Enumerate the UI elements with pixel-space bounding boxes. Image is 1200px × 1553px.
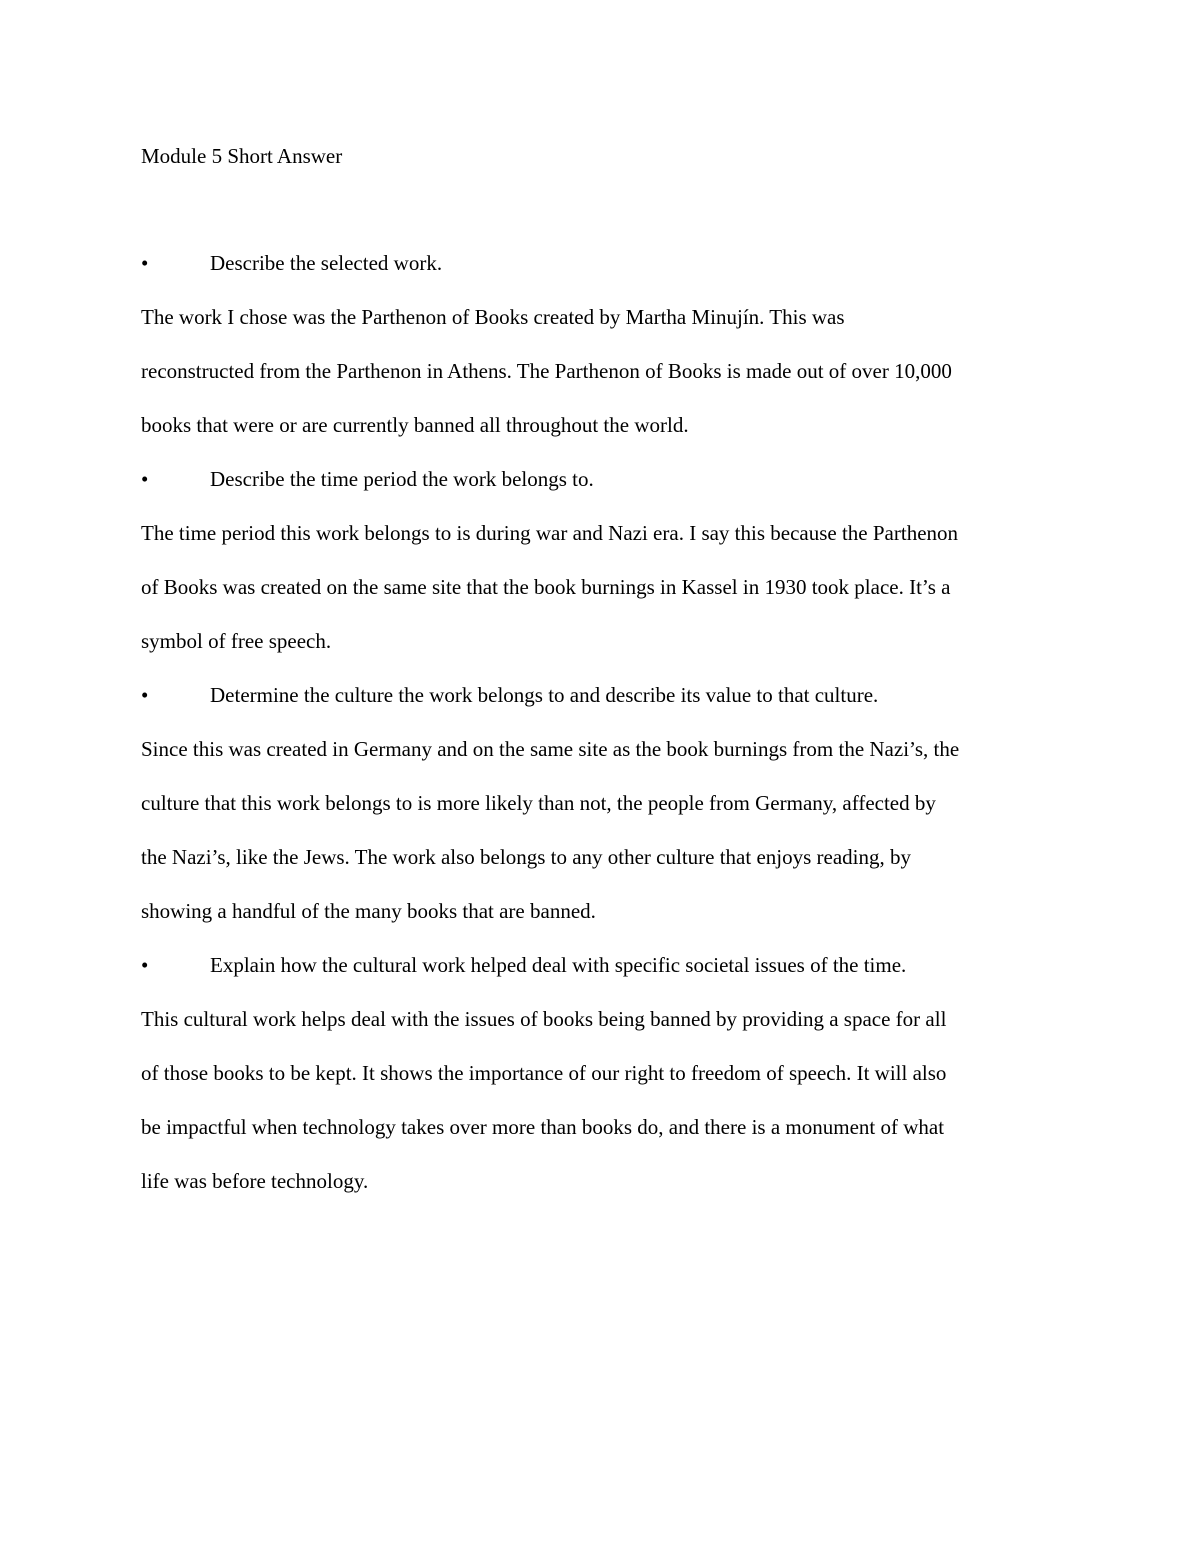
paragraph-line: culture that this work belongs to is more likely than not, the people from Germany, affected by	[141, 791, 936, 815]
answer-paragraph-culture	[141, 736, 1071, 952]
bullet-item-time-period	[141, 466, 1071, 520]
paragraph-line: The time period this work belongs to is during war and Nazi era. I say this because the Parthenon	[141, 521, 959, 545]
paragraph-line: of those books to be kept. It shows the importance of our right to freedom of speech. It will also	[141, 1061, 947, 1085]
document-body	[141, 250, 1071, 1222]
paragraph-line: This cultural work helps deal with the issues of books being banned by providing a space for all	[141, 1007, 947, 1031]
paragraph-line: of Books was created on the same site that the book burnings in Kassel in 1930 took place. It’s a	[141, 575, 951, 599]
bullet-marker: •	[141, 953, 149, 977]
bullet-item-societal-issues	[141, 952, 1071, 1006]
bullet-marker: •	[141, 467, 149, 491]
paragraph-line: showing a handful of the many books that are banned.	[141, 899, 596, 923]
paragraph-line: reconstructed from the Parthenon in Athens. The Parthenon of Books is made out of over 10,000	[141, 359, 952, 383]
paragraph-line: The work I chose was the Parthenon of Books created by Martha Minujín. This was	[141, 305, 845, 329]
bullet-heading: Determine the culture the work belongs to and describe its value to that culture.	[210, 683, 879, 707]
bullet-heading: Describe the time period the work belongs to.	[210, 467, 594, 491]
bullet-item-describe-work	[141, 250, 1071, 304]
bullet-marker: •	[141, 683, 149, 707]
answer-paragraph-societal-issues	[141, 1006, 1071, 1222]
paragraph-line: books that were or are currently banned all throughout the world.	[141, 413, 689, 437]
answer-paragraph-describe-work	[141, 304, 1071, 466]
paragraph-line: be impactful when technology takes over more than books do, and there is a monument of what	[141, 1115, 945, 1139]
bullet-marker: •	[141, 251, 149, 275]
bullet-heading: Describe the selected work.	[210, 251, 443, 275]
document-title: Module 5 Short Answer	[141, 144, 343, 168]
paragraph-line: symbol of free speech.	[141, 629, 332, 653]
answer-paragraph-time-period	[141, 520, 1071, 682]
paragraph-line: life was before technology.	[141, 1169, 369, 1193]
paragraph-line: the Nazi’s, like the Jews. The work also belongs to any other culture that enjoys reading, by	[141, 845, 912, 869]
bullet-heading: Explain how the cultural work helped deal with specific societal issues of the time.	[210, 953, 907, 977]
bullet-item-culture	[141, 682, 1071, 736]
paragraph-line: Since this was created in Germany and on the same site as the book burnings from the Nazi’s, the	[141, 737, 960, 761]
